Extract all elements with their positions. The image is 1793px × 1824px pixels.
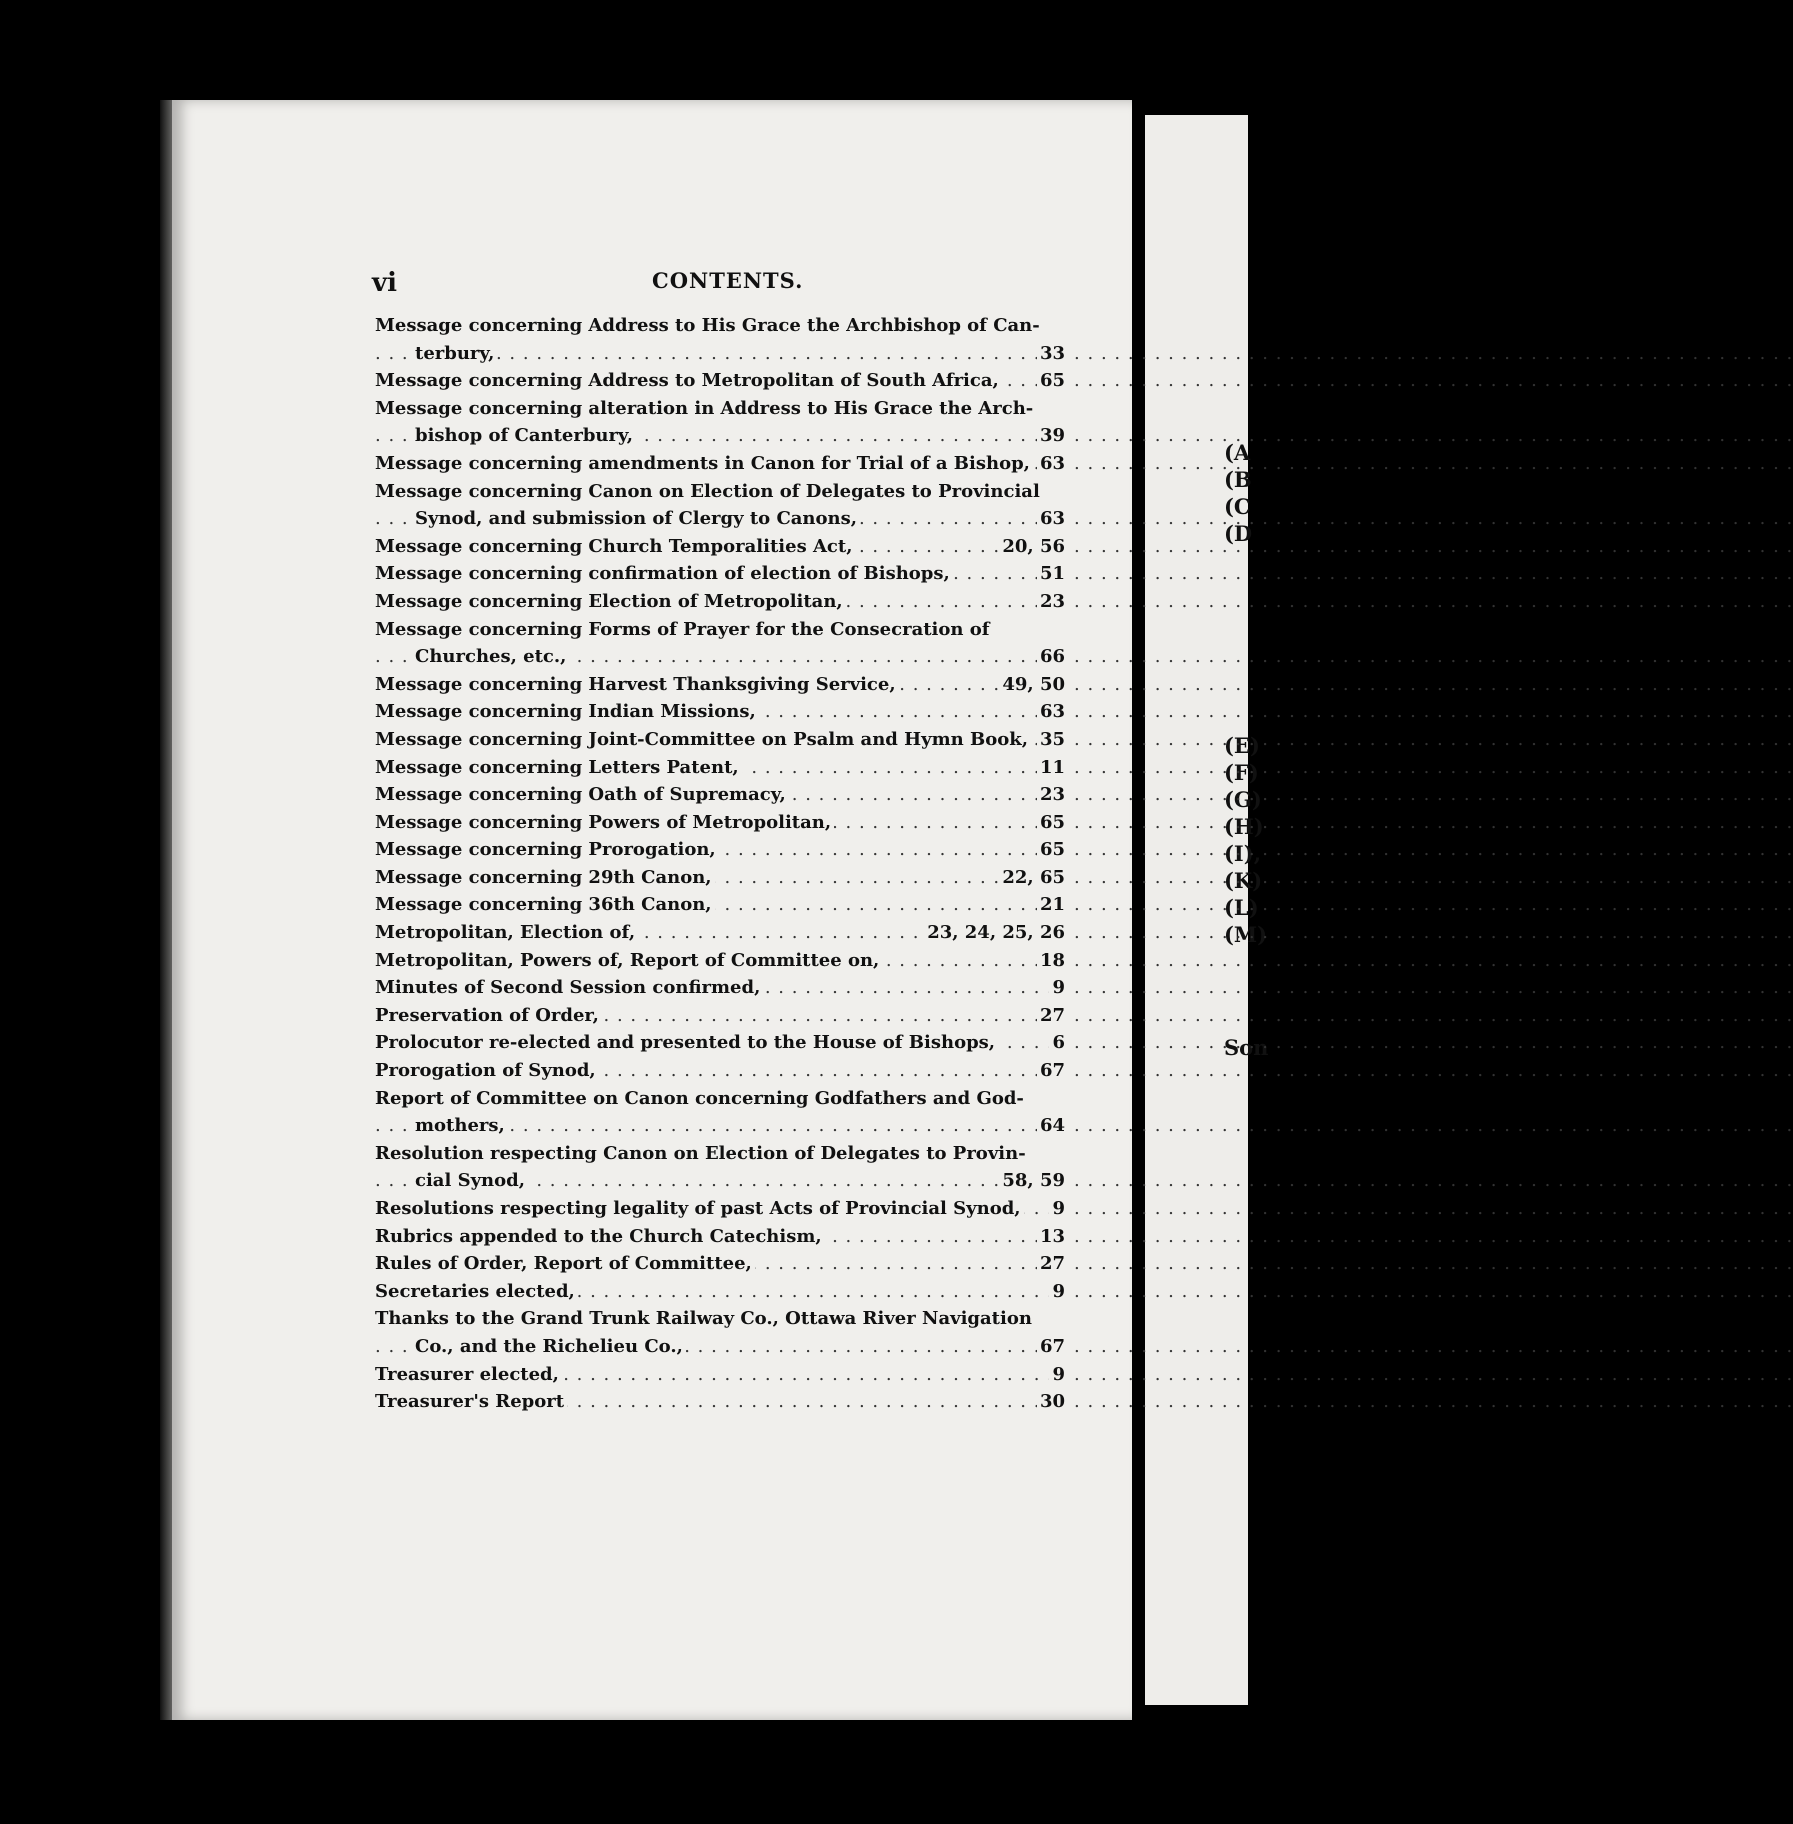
contents-entry: [375, 947, 1065, 975]
facing-page-mark: (B: [1224, 467, 1252, 492]
entry-text: Message concerning amendments in Canon for Trial of a Bishop,: [375, 450, 1033, 478]
entry-text: Message concerning 36th Canon,: [375, 891, 715, 919]
contents-entry: [375, 1140, 1065, 1168]
contents-entry: [375, 1029, 1065, 1057]
contents-entry: [375, 340, 1065, 368]
entry-text: Message concerning Church Temporalities Act,: [375, 533, 855, 561]
entry-page-number: 9: [1049, 1361, 1065, 1389]
contents-entry: [375, 754, 1065, 782]
entry-page-number: 27: [1037, 1002, 1065, 1030]
contents-entry: [375, 1361, 1065, 1389]
facing-page-mark: (L): [1224, 895, 1259, 920]
contents-entry: [375, 478, 1065, 506]
entry-page-number: 51: [1037, 560, 1065, 588]
contents-entry: [375, 809, 1065, 837]
contents-entry: [375, 312, 1065, 340]
entry-page-number: 33: [1037, 340, 1065, 368]
entry-text: Resolutions respecting legality of past Acts of Provincial Synod,: [375, 1195, 1024, 1223]
entry-text: Message concerning 29th Canon,: [375, 864, 715, 892]
entry-text: Minutes of Second Session confirmed,: [375, 974, 763, 1002]
entry-text: terbury,: [415, 340, 497, 368]
entry-page-number: 18: [1037, 947, 1065, 975]
entry-text: Rules of Order, Report of Committee,: [375, 1250, 755, 1278]
entry-text: Treasurer elected,: [375, 1361, 562, 1389]
contents-entry: [375, 1388, 1065, 1416]
contents-entry: [375, 450, 1065, 478]
contents-entry: [375, 864, 1065, 892]
facing-page-mark: Son: [1224, 1035, 1269, 1060]
entry-page-number: 66: [1037, 643, 1065, 671]
folio-number: vi: [372, 268, 397, 298]
contents-entry: [375, 588, 1065, 616]
entry-text: Preservation of Order,: [375, 1002, 602, 1030]
facing-page-mark: (A: [1224, 440, 1251, 465]
contents-entry: [375, 422, 1065, 450]
entry-page-number: 65: [1037, 367, 1065, 395]
contents-entry: [375, 1085, 1065, 1113]
entry-page-number: 39: [1037, 422, 1065, 450]
entry-page-number: 9: [1049, 1195, 1065, 1223]
entry-page-number: 63: [1037, 698, 1065, 726]
facing-page-mark: (K): [1224, 868, 1263, 893]
entry-text: Message concerning Canon on Election of Delegates to Provincial: [375, 478, 1043, 506]
entry-text: Co., and the Richelieu Co.,: [415, 1333, 686, 1361]
entry-text: cial Synod,: [415, 1167, 528, 1195]
entry-text: Churches, etc.,: [415, 643, 569, 671]
entry-text: Resolution respecting Canon on Election of Delegates to Provin-: [375, 1140, 1029, 1168]
entry-page-number: 23: [1037, 781, 1065, 809]
entry-page-number: 9: [1049, 1278, 1065, 1306]
entry-text: Message concerning Letters Patent,: [375, 754, 742, 782]
contents-entry: [375, 671, 1065, 699]
contents-entry: [375, 1112, 1065, 1140]
contents-entry: [375, 1002, 1065, 1030]
entry-text: Rubrics appended to the Church Catechism,: [375, 1223, 825, 1251]
entry-page-number: 65: [1037, 836, 1065, 864]
contents-entry: [375, 1278, 1065, 1306]
entry-text: Synod, and submission of Clergy to Canons,: [415, 505, 860, 533]
entry-page-number: 23: [1037, 588, 1065, 616]
entry-text: Message concerning Oath of Supremacy,: [375, 781, 789, 809]
facing-page-mark: (I),: [1224, 841, 1262, 866]
entry-page-number: 58, 59: [999, 1167, 1065, 1195]
entry-text: Message concerning Address to His Grace the Archbishop of Can-: [375, 312, 1043, 340]
entry-page-number: 64: [1037, 1112, 1065, 1140]
entry-text: Message concerning Election of Metropolitan,: [375, 588, 846, 616]
running-head: CONTENTS.: [652, 268, 804, 293]
entry-text: Message concerning Harvest Thanksgiving Service,: [375, 671, 899, 699]
entry-page-number: 30: [1037, 1388, 1065, 1416]
entry-text: Prorogation of Synod,: [375, 1057, 599, 1085]
entry-page-number: 9: [1049, 974, 1065, 1002]
contents-entry: [375, 726, 1065, 754]
page-header: [372, 268, 1060, 298]
entry-page-number: 6: [1049, 1029, 1065, 1057]
entry-page-number: 49, 50: [999, 671, 1065, 699]
facing-page-mark: (F): [1224, 760, 1259, 785]
entry-text: Metropolitan, Powers of, Report of Committee on,: [375, 947, 882, 975]
entry-text: Message concerning Joint-Committee on Psalm and Hymn Book,: [375, 726, 1031, 754]
contents-entry: [375, 1305, 1065, 1333]
contents-entry: [375, 1167, 1065, 1195]
contents-entry: [375, 533, 1065, 561]
facing-page-mark: (C: [1224, 494, 1251, 519]
contents-entry: [375, 1057, 1065, 1085]
contents-entry: [375, 1250, 1065, 1278]
entry-text: Message concerning Indian Missions,: [375, 698, 759, 726]
contents-entry: [375, 836, 1065, 864]
entry-text: Thanks to the Grand Trunk Railway Co., Ottawa River Navigation: [375, 1305, 1035, 1333]
entry-page-number: 23, 24, 25, 26: [924, 919, 1065, 947]
contents-entry: [375, 891, 1065, 919]
entry-text: mothers,: [415, 1112, 508, 1140]
entry-page-number: 35: [1037, 726, 1065, 754]
entry-text: Report of Committee on Canon concerning Godfathers and God-: [375, 1085, 1027, 1113]
entry-text: Prolocutor re-elected and presented to the House of Bishops,: [375, 1029, 998, 1057]
facing-page-mark: (E): [1224, 733, 1260, 758]
facing-page-mark: (H): [1224, 814, 1264, 839]
contents-entry: [375, 698, 1065, 726]
entry-text: Message concerning Powers of Metropolitan,: [375, 809, 834, 837]
entry-page-number: 11: [1037, 754, 1065, 782]
entry-text: Message concerning Forms of Prayer for the Consecration of: [375, 616, 993, 644]
contents-entry: [375, 1223, 1065, 1251]
entry-text: Message concerning confirmation of election of Bishops,: [375, 560, 953, 588]
entry-page-number: 21: [1037, 891, 1065, 919]
contents-entry: [375, 560, 1065, 588]
entry-page-number: 67: [1037, 1333, 1065, 1361]
entry-text: Metropolitan, Election of,: [375, 919, 638, 947]
contents-entry: [375, 974, 1065, 1002]
contents-entry: [375, 643, 1065, 671]
contents-entry: [375, 395, 1065, 423]
entry-page-number: 63: [1037, 505, 1065, 533]
contents-entry: [375, 919, 1065, 947]
entry-text: Treasurer's Report: [375, 1388, 567, 1416]
entry-page-number: 27: [1037, 1250, 1065, 1278]
entry-page-number: 63: [1037, 450, 1065, 478]
contents-entry: [375, 1195, 1065, 1223]
facing-page-mark: (M): [1224, 922, 1268, 947]
contents-entry: [375, 505, 1065, 533]
entry-text: bishop of Canterbury,: [415, 422, 636, 450]
contents-entry: [375, 1333, 1065, 1361]
contents-entry: [375, 367, 1065, 395]
entry-text: Message concerning alteration in Address to His Grace the Arch-: [375, 395, 1036, 423]
facing-page-mark: (D: [1224, 521, 1253, 546]
entry-page-number: 20, 56: [999, 533, 1065, 561]
entry-page-number: 22, 65: [999, 864, 1065, 892]
entry-page-number: 67: [1037, 1057, 1065, 1085]
contents-entry: [375, 616, 1065, 644]
entry-text: Secretaries elected,: [375, 1278, 578, 1306]
entry-text: Message concerning Prorogation,: [375, 836, 719, 864]
entry-text: Message concerning Address to Metropolitan of South Africa,: [375, 367, 1002, 395]
facing-page-mark: (G): [1224, 787, 1262, 812]
contents-entry: [375, 781, 1065, 809]
entry-page-number: 65: [1037, 809, 1065, 837]
entry-page-number: 13: [1037, 1223, 1065, 1251]
contents-list: [375, 312, 1065, 1416]
